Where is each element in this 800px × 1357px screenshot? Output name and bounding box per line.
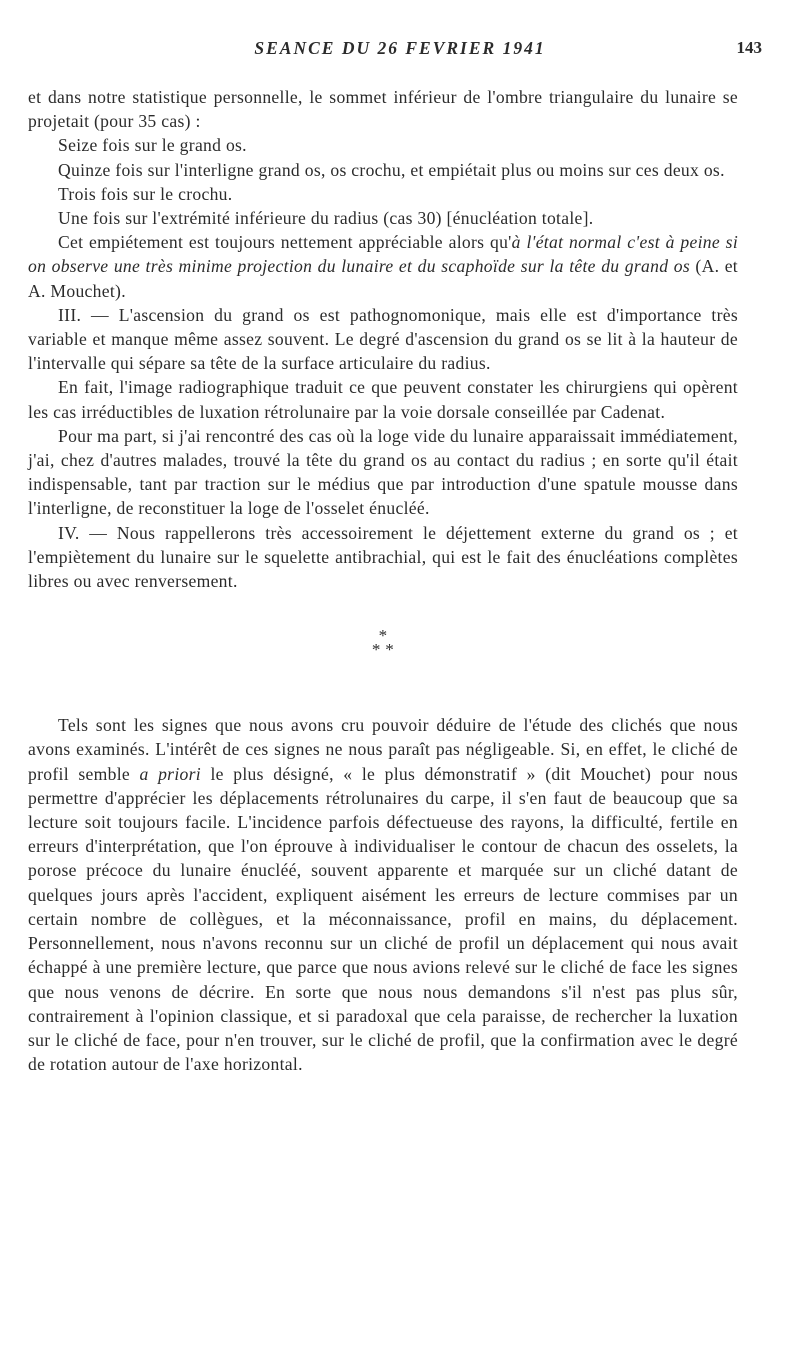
text-run: Tels sont les signes que nous avons cru pouvoir déduire de l'étude des clichés que nous avons examinés. L'intérêt de ces signes ne nous paraît pas négligeable. Si, en effet, le cliché de profil semble (28, 715, 738, 784)
paragraph: IV. — Nous rappellerons très accessoirement le déjettement externe du grand os ; et l'empiètement du lunaire sur le squelette antibrachial, qui est le fait des énucléations complètes libres ou avec renversement. (28, 522, 738, 592)
italic-run: à l'état normal c'est à peine si on observe une très minime projection du lunaire et du scaphoïde sur la tête du grand os (28, 232, 739, 277)
paragraph (28, 230, 738, 303)
paragraph: Une fois sur l'extrémité inférieure du radius (cas 30) [énucléation totale]. (58, 208, 594, 229)
paragraph (28, 713, 738, 1076)
text-run: Cet empiétement est toujours nettement appréciable alors qu' (58, 232, 512, 253)
section-separator (28, 626, 738, 660)
paragraph: III. — L'ascension du grand os est pathognomonique, mais elle est d'importance très variable et manque même assez souvent. Le degré d'ascension du grand os se lit à la hauteur de l'intervalle qui sépare sa tête de la surface articulaire du radius. (28, 304, 738, 374)
asterism-top: * (378, 626, 388, 646)
paragraph: En fait, l'image radiographique traduit ce que peuvent constater les chirurgiens qui opèrent les cas irréductibles de luxation rétrolunaire par la voie dorsale conseillée par Cadenat. (28, 377, 738, 422)
page-number: 143 (736, 38, 762, 57)
running-title: SEANCE DU 26 FEVRIER 1941 (254, 38, 546, 58)
paragraph: Quinze fois sur l'interligne grand os, os crochu, et empiétait plus ou moins sur ces deux os. (58, 159, 725, 180)
text-run: le plus désigné, « le plus démonstratif » (dit Mouchet) pour nous permettre d'apprécier les déplacements rétrolunaires du carpe, il s'en faut de beaucoup que sa lecture soit toujours facile. L'incidence parfois défectueuse des rayons, la difficulté, fertile en erreurs d'interprétation, que l'on éprouve à individualiser le contour de chacun des osselets, la porose précoce du lunaire énucléé, souvent apparente et marquée sur un cliché datant de quelques jours après l'accident, expliquent aisément les erreurs de lecture commises par un certain nombre de collègues, et la méconnaissance, profil en mains, du déplacement. Personnellement, nous n'avons reconnu sur un cliché de profil un déplacement qui nous avait échappé à une première lecture, que parce que nous avions relevé sur le cliché de face les signes que nous venons de décrire. En sorte que nous nous demandons s'il n'est pas plus sûr, contrairement à l'opinion classique, et si paradoxal que cela paraisse, de rechercher la luxation sur le cliché de face, pour n'en trouver, sur le cliché de profil, que la confirmation avec le degré de rotation autour de l'axe horizontal. (28, 763, 738, 1075)
paragraph: et dans notre statistique personnelle, le sommet inférieur de l'ombre triangulaire du lunaire se projetait (pour 35 cas) : (28, 87, 738, 132)
text-run: (A. et A. Mouchet). (28, 256, 738, 301)
paragraph: Seize fois sur le grand os. (58, 135, 247, 156)
italic-run: a priori (139, 763, 201, 784)
page-header (0, 38, 800, 62)
asterism-bottom: * * (371, 640, 395, 660)
body-text (28, 85, 738, 1076)
paragraph: Pour ma part, si j'ai rencontré des cas où la loge vide du lunaire apparaissait immédiatement, j'ai, chez d'autres malades, trouvé la tête du grand os au contact du radius ; en sorte qu'il était indispensable, tant par traction sur le médius que par introduction d'une spatule mousse dans l'interligne, de reconstituer la loge de l'osselet énucléé. (28, 425, 738, 519)
paragraph: Trois fois sur le crochu. (58, 183, 233, 204)
